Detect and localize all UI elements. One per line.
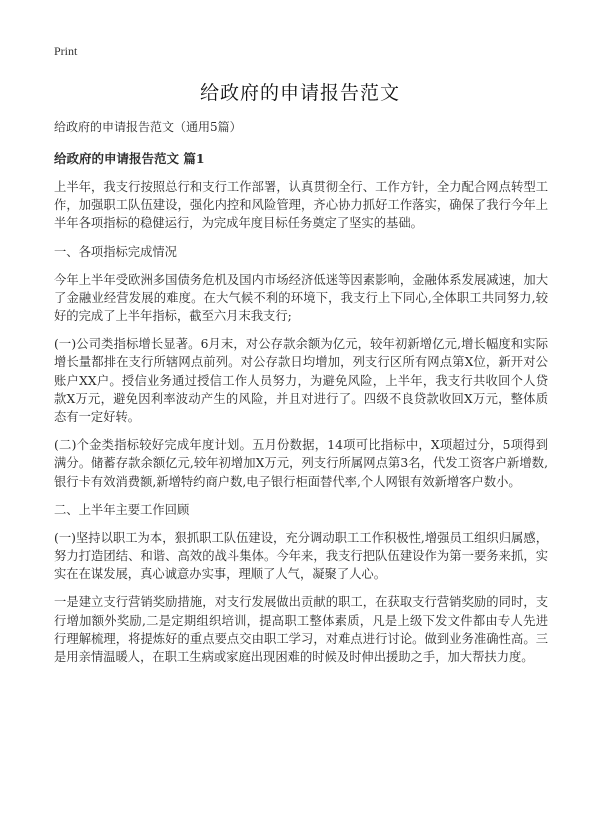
paragraph-economy: 今年上半年受欧洲多国债务危机及国内市场经济低迷等因素影响，金融体系发展减速，加大了金融业经营发展的难度。在大气候不利的环境下，我支行上下同心,全体职工共同努力,较好的完成了上半年指标，截至六月末我支行;: [54, 272, 548, 324]
print-label[interactable]: Print: [54, 44, 78, 58]
document-subtitle: 给政府的申请报告范文（通用5篇）: [54, 120, 242, 134]
paragraph-staff: (一)坚持以职工为本，狠抓职工队伍建设，充分调动职工工作积极性,增强员工组织归属感，努力打造团结、和谐、高效的战斗集体。今年来，我支行把队伍建设作为第一要务来抓，实实在在谋发展，真心诚意办实事，理顺了人气，凝聚了人心。: [54, 530, 548, 582]
paragraph-personal: (二)个金类指标较好完成年度计划。五月份数据，14项可比指标中，X项超过分，5项得到满分。储蓄存款余额亿元,较年初增加X万元，列支行所属网点第3名，代发工资客户新增数,银行卡有效消费额,新增特约商户数,电子银行柜面替代率,个人网银有效新增客户数小。: [54, 438, 548, 489]
paragraph-corporate: (一)公司类指标增长显著。6月末，对公存款余额为亿元，较年初新增亿元,增长幅度和实际增长量都排在支行所辖网点前列。对公存款日均增加，列支行区所有网点第X位，新开对公账户XX户。授信业务通过授信工作人员努力，为避免风险，上半年，我支行共收回个人贷款X万元，避免因利率波动产生的风险，并且对进行了。四级不良贷款收回X万元，整体质态有一定好转。: [54, 337, 548, 425]
section-title: 给政府的申请报告范文 篇1: [54, 151, 205, 166]
page-title: 给政府的申请报告范文: [199, 82, 400, 104]
heading-review: 二、上半年主要工作回顾: [54, 502, 190, 517]
paragraph-intro: 上半年，我支行按照总行和支行工作部署，认真贯彻全行、工作方针，全力配合网点转型工作，加强职工队伍建设，强化内控和风险管理，齐心协力抓好工作落实，确保了我行今年上半年各项指标的稳健运行，为完成年度目标任务奠定了坚实的基础。: [54, 180, 548, 231]
document-body: [54, 118, 548, 676]
paragraph-measures: 一是建立支行营销奖励措施，对支行发展做出贡献的职工，在获取支行营销奖励的同时，支行增加额外奖励,二是定期组织培训，提高职工整体素质，凡是上级下发文件都由专人先进行理解梳理，将提炼好的重点要点交由职工学习，对难点进行讨论。做到业务准确性高。三是用亲情温暖人，在职工生病或家庭出现困难的时候及时伸出援助之手，加大帮扶力度。: [54, 595, 548, 665]
heading-indicators: 一、各项指标完成情况: [54, 244, 177, 259]
